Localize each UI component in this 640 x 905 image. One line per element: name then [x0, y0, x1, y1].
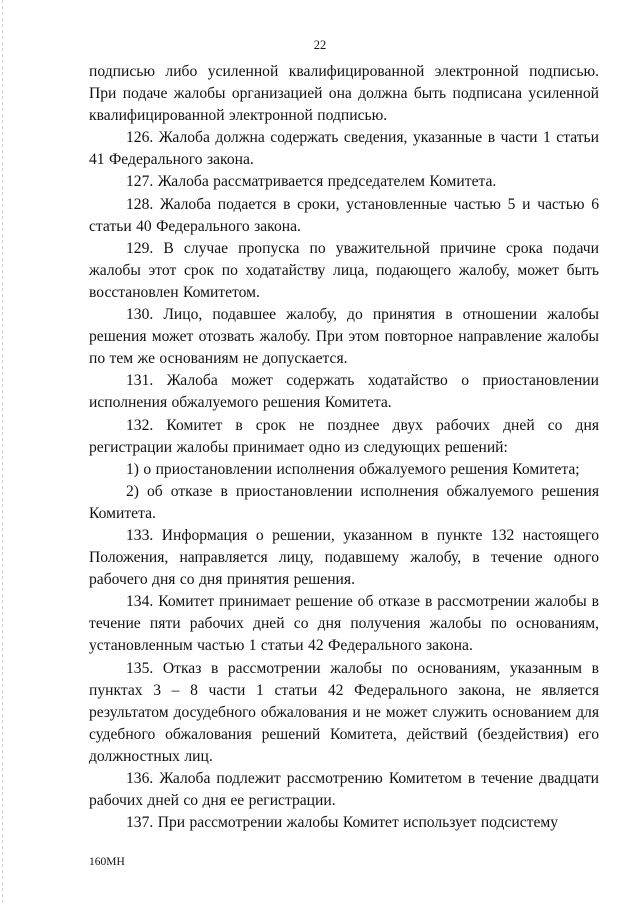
page-number: 22 — [313, 38, 327, 52]
paragraph-133: 133. Информация о решении, указанном в пункте 132 настоящего Положения, направляется лицу, подавшему жалобу, в течение одного рабочего дня со дня принятия решения. — [89, 526, 599, 589]
paragraph-132-item-2: 2) об отказе в приостановлении исполнения обжалуемого решения Комитета. — [89, 482, 599, 522]
paragraph-137: 137. При рассмотрении жалобы Комитет использует подсистему — [126, 814, 559, 832]
paragraph-126: 126. Жалоба должна содержать сведения, указанные в части 1 статьи 41 Федерального закона. — [89, 129, 599, 169]
paragraph-continuation: подписью либо усиленной квалифицированной электронной подписью. При подаче жалобы организацией она должна быть подписана усиленной квалифицированной электронной подписью. — [89, 63, 599, 125]
paragraph-128: 128. Жалоба подается в сроки, установленные частью 5 и частью 6 статьи 40 Федерального закона. — [89, 195, 599, 235]
paragraph-131: 131. Жалоба может содержать ходатайство о приостановлении исполнения обжалуемого решения Комитета. — [89, 372, 599, 412]
paragraph-130: 130. Лицо, подавшее жалобу, до принятия в отношении жалобы решения может отозвать жалобу. При этом повторное направление жалобы по тем же основаниям не допускается. — [89, 306, 599, 368]
paragraph-134: 134. Комитет принимает решение об отказе в рассмотрении жалобы в течение пяти рабочих дней со дня получения жалобы по основаниям, установленным частью 1 статьи 42 Федерального закона. — [89, 593, 599, 655]
paragraph-136: 136. Жалоба подлежит рассмотрению Комитетом в течение двадцати рабочих дней со дня ее регистрации. — [89, 770, 599, 810]
paragraph-129: 129. В случае пропуска по уважительной причине срока подачи жалобы этот срок по ходатайству лица, подающего жалобу, может быть восстановлен Комитетом. — [89, 239, 599, 301]
footer-document-code: 160МН — [89, 856, 125, 868]
paragraph-127: 127. Жалоба рассматривается председателем Комитета. — [126, 173, 497, 191]
document-body — [89, 61, 599, 834]
paragraph-132-item-1: 1) о приостановлении исполнения обжалуемого решения Комитета; — [126, 460, 580, 478]
paragraph-132: 132. Комитет в срок не позднее двух рабочих дней со дня регистрации жалобы принимает одно из следующих решений: — [89, 416, 599, 456]
paragraph-135: 135. Отказ в рассмотрении жалобы по основаниям, указанным в пунктах 3 – 8 части 1 статьи 42 Федерального закона, не является результатом досудебного обжалования и не может служить основанием для судебного обжалования решений Комитета, действий (бездействия) его должностных лиц. — [89, 659, 599, 765]
scan-edge-artifact — [2, 0, 3, 905]
